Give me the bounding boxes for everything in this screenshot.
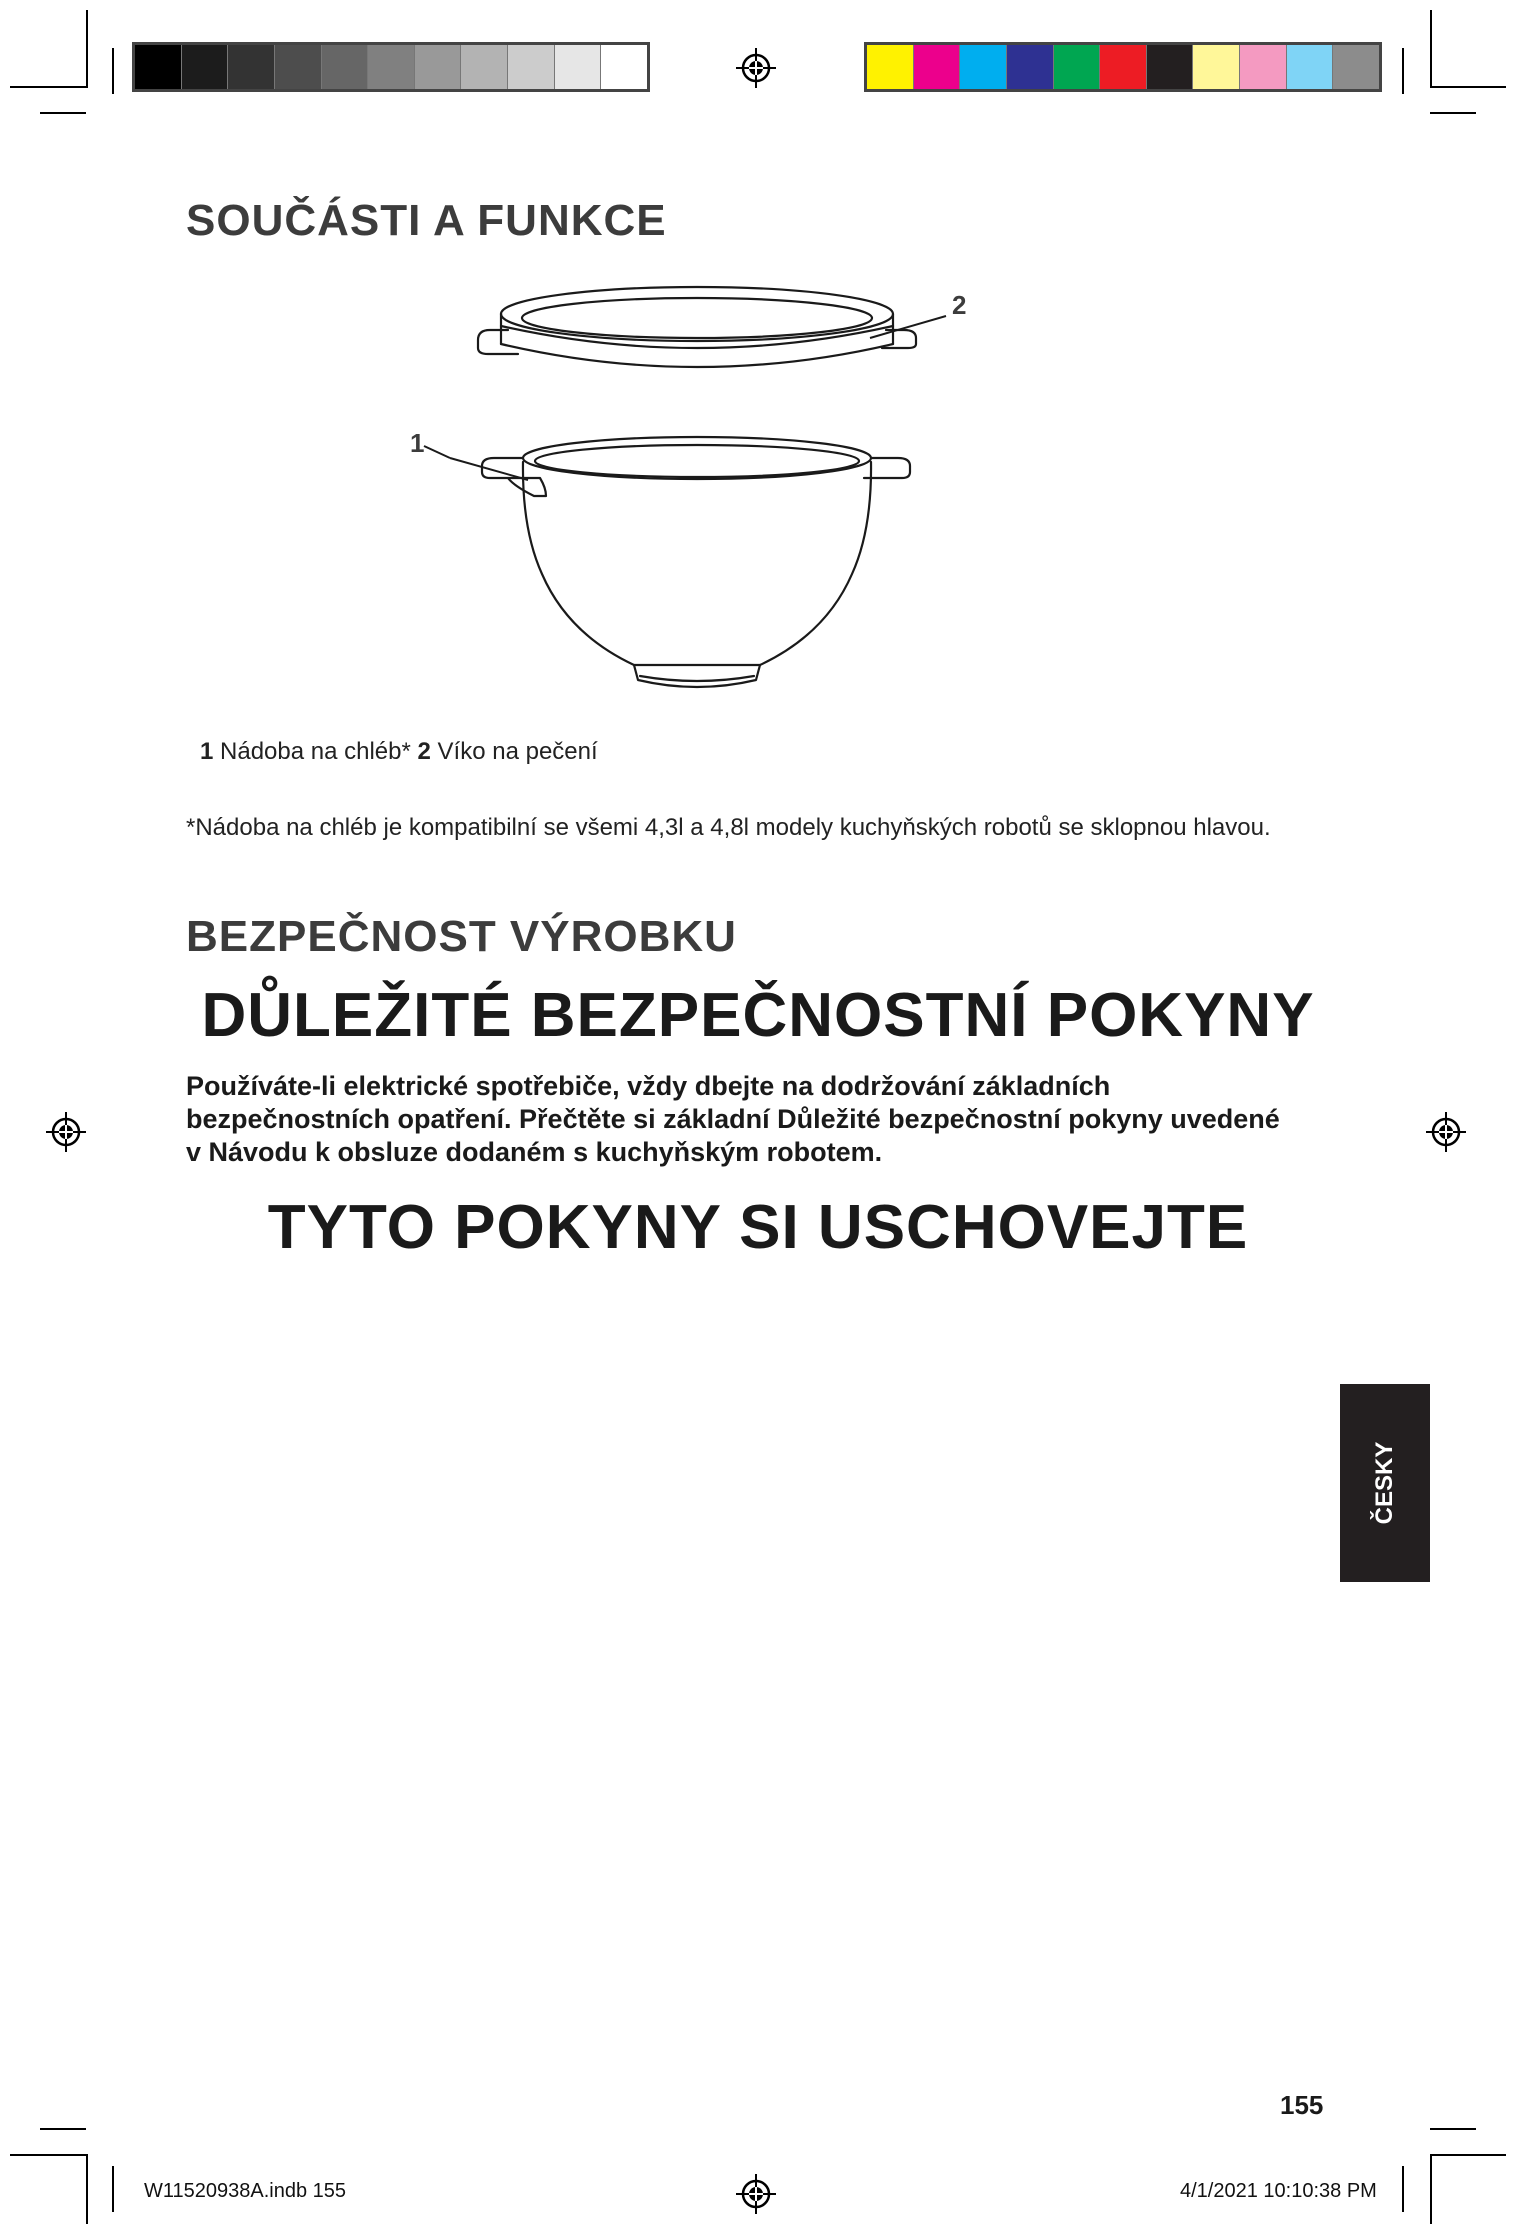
color-swatch <box>959 45 1006 89</box>
registration-mark-bottom-icon <box>736 2174 776 2214</box>
crop-mark-bottom-right-h2 <box>1430 2128 1476 2130</box>
crop-mark-bottom-right-h <box>1430 2154 1506 2156</box>
save-instructions-heading: TYTO POKYNY SI USCHOVEJTE <box>267 1193 1249 1262</box>
color-swatch <box>1332 45 1379 89</box>
callout-1-label: 1 <box>410 428 425 458</box>
color-swatch <box>1053 45 1100 89</box>
color-swatch <box>1099 45 1146 89</box>
baking-lid-icon <box>478 287 916 367</box>
caption-number-2: 2 <box>417 738 431 765</box>
gray-swatch <box>600 45 647 89</box>
gray-swatch <box>274 45 321 89</box>
product-safety-heading: BEZPEČNOST VÝROBKU <box>186 912 737 961</box>
bread-bowl-icon <box>482 437 910 687</box>
bread-bowl-lid-illustration <box>390 280 1010 700</box>
parts-features-heading: SOUČÁSTI A FUNKCE <box>186 196 667 245</box>
crop-mark-bottom-left-h <box>10 2154 88 2156</box>
crop-mark-bottom-left-v2 <box>112 2166 114 2212</box>
gray-swatch <box>554 45 601 89</box>
crop-mark-top-right-h2 <box>1430 112 1476 114</box>
language-tab-label: ČESKY <box>1371 1441 1398 1525</box>
crop-mark-bottom-left-v <box>86 2154 88 2224</box>
intro-line-1: Používáte-li elektrické spotřebiče, vždy dbejte na dodržování základních <box>186 1071 1111 1101</box>
important-safety-heading: DŮLEŽITÉ BEZPEČNOSTNÍ POKYNY <box>201 981 1315 1050</box>
page-number: 155 <box>1280 2090 1324 2120</box>
registration-mark-left-icon <box>46 1112 86 1152</box>
crop-mark-top-right-v <box>1430 10 1432 88</box>
crop-mark-bottom-right-v2 <box>1402 2166 1404 2212</box>
caption-number-1: 1 <box>200 738 214 765</box>
safety-intro-paragraph <box>186 1070 1346 1169</box>
color-swatch <box>867 45 913 89</box>
gray-swatch <box>227 45 274 89</box>
intro-line-2: bezpečnostních opatření. Přečtěte si základní Důležité bezpečnostní pokyny uvedené <box>186 1104 1280 1134</box>
crop-mark-top-left-v2 <box>112 48 114 94</box>
language-tab <box>1340 1384 1430 1582</box>
slug-filename: W11520938A.indb 155 <box>144 2180 347 2202</box>
gray-swatch <box>321 45 368 89</box>
process-color-bar <box>864 42 1382 92</box>
registration-mark-right-icon <box>1426 1112 1466 1152</box>
crop-mark-top-left-h2 <box>40 112 86 114</box>
crop-mark-bottom-right-v <box>1430 2154 1432 2224</box>
crop-mark-top-left-h <box>10 86 88 88</box>
intro-line-3: v Návodu k obsluze dodaném s kuchyňským robotem. <box>186 1137 883 1167</box>
crop-mark-bottom-left-h2 <box>40 2128 86 2130</box>
grayscale-color-bar <box>132 42 650 92</box>
gray-swatch <box>181 45 228 89</box>
color-swatch <box>913 45 960 89</box>
color-swatch <box>1006 45 1053 89</box>
caption-item-baking-lid: Víko na pečení <box>430 738 598 765</box>
callout-2-label: 2 <box>952 290 967 320</box>
color-swatch <box>1239 45 1286 89</box>
slug-timestamp: 4/1/2021 10:10:38 PM <box>1180 2180 1377 2202</box>
gray-swatch <box>507 45 554 89</box>
color-swatch <box>1192 45 1239 89</box>
gray-swatch <box>460 45 507 89</box>
gray-swatch <box>135 45 181 89</box>
crop-mark-top-right-v2 <box>1402 48 1404 94</box>
compatibility-footnote: *Nádoba na chléb je kompatibilní se všemi 4,3l a 4,8l modely kuchyňských robotů se sklopnou hlavou. <box>186 814 1271 841</box>
crop-mark-top-right-h <box>1430 86 1506 88</box>
parts-caption <box>200 738 598 766</box>
color-swatch <box>1146 45 1193 89</box>
crop-mark-top-left-v <box>86 10 88 88</box>
color-swatch <box>1286 45 1333 89</box>
caption-item-bread-bowl: Nádoba na chléb* <box>213 738 418 765</box>
registration-mark-top-icon <box>736 48 776 88</box>
gray-swatch <box>367 45 414 89</box>
gray-swatch <box>414 45 461 89</box>
